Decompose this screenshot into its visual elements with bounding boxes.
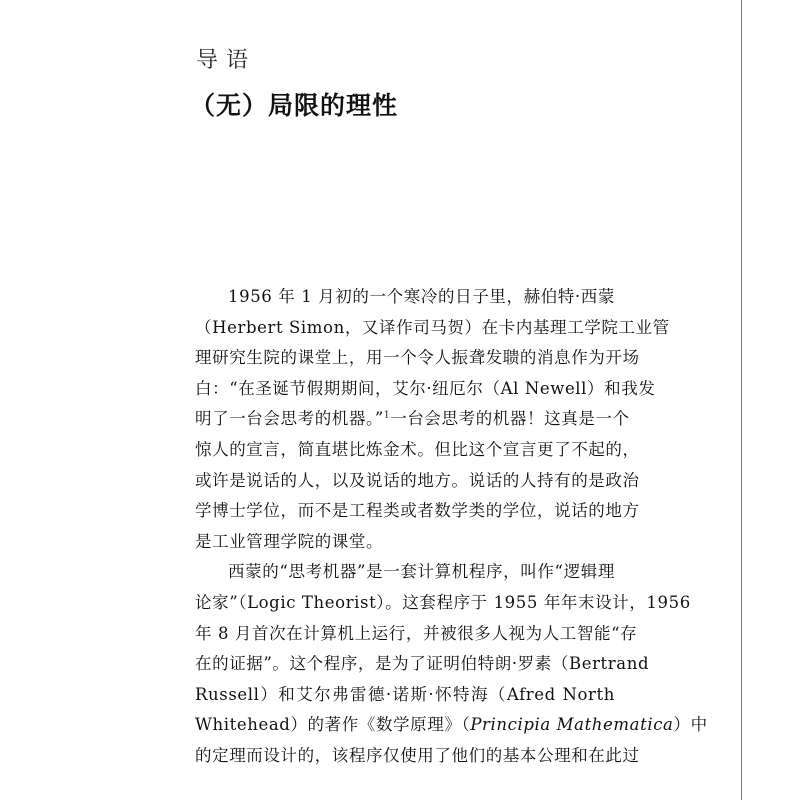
text-line: 西蒙的“思考机器”是一套计算机程序，叫作“逻辑理 xyxy=(228,562,615,582)
text-segment: Whitehead）的著作《数学原理》（ xyxy=(195,715,471,735)
footnote-marker[interactable]: 1 xyxy=(383,410,391,421)
text-line: Russell）和艾尔弗雷德·诺斯·怀特海（Afred North xyxy=(195,684,615,704)
text-line: 学博士学位，而不是工程类或者数学类的学位，说话的地方 xyxy=(195,501,640,521)
text-line: 白：“在圣诞节假期期间，艾尔·纽厄尔（Al Newell）和我发 xyxy=(195,378,656,398)
chapter-title: （无）局限的理性 xyxy=(190,91,399,120)
text-segment: ）中 xyxy=(673,715,708,735)
text-segment: 一台会思考的机器！这真是一个 xyxy=(390,409,630,429)
paragraph-2 xyxy=(195,557,708,771)
text-line: 1956 年 1 月初的一个寒冷的日子里，赫伯特·西蒙 xyxy=(228,287,615,306)
section-label: 导语 xyxy=(196,48,257,73)
text-line: （Herbert Simon，又译作司马贺）在卡内基理工学院工业管 xyxy=(195,317,670,337)
text-line: 论家”（Logic Theorist）。这套程序于 1955 年年末设计，1956 xyxy=(195,592,691,612)
text-segment: 明了一台会思考的机器。” xyxy=(195,409,384,429)
text-line: 理研究生院的课堂上，用一个令人振聋发聩的消息作为开场 xyxy=(195,348,640,368)
text-line: 年 8 月首次在计算机上运行，并被很多人视为人工智能“存 xyxy=(195,623,638,643)
text-line xyxy=(195,710,708,741)
text-line: 在的证据”。这个程序，是为了证明伯特朗·罗素（Bertrand xyxy=(195,654,650,674)
text-line: 是工业管理学院的课堂。 xyxy=(195,531,384,551)
page-edge-line xyxy=(741,0,742,800)
italic-book-title: Principia Mathematica xyxy=(470,715,674,735)
text-line: 的定理而设计的，该程序仅使用了他们的基本公理和在此过 xyxy=(195,745,640,765)
text-line: 惊人的宣言，简直堪比炼金术。但比这个宣言更了不起的， xyxy=(195,439,640,459)
paragraph-1 xyxy=(195,282,670,557)
text-line: 或许是说话的人，以及说话的地方。说话的人持有的是政治 xyxy=(195,470,640,490)
text-line xyxy=(195,404,630,435)
body-text xyxy=(195,282,708,772)
